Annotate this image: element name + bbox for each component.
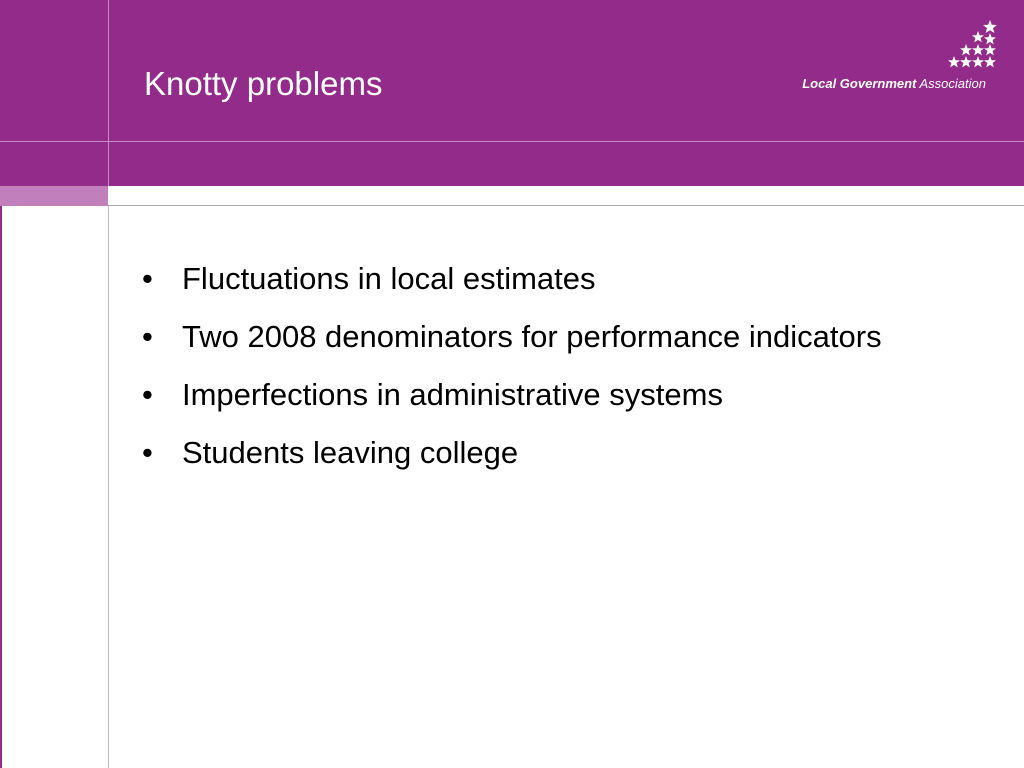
lga-logo — [780, 18, 1010, 98]
bullet-item — [142, 430, 942, 475]
bullet-text: Imperfections in administrative systems — [182, 377, 723, 412]
bullet-item — [142, 256, 942, 301]
content-divider — [108, 205, 1024, 206]
accent-block — [0, 186, 108, 206]
bullet-marker: • — [142, 435, 153, 470]
content-vertical-divider — [108, 206, 109, 768]
bullet-item — [142, 314, 942, 359]
bullet-marker: • — [142, 319, 153, 354]
header-vertical-divider — [108, 0, 109, 186]
bullet-text: Fluctuations in local estimates — [182, 261, 596, 296]
bullet-item — [142, 372, 942, 417]
left-edge-bar — [0, 206, 2, 768]
slide-title: Knotty problems — [144, 65, 383, 102]
stars-icon — [932, 18, 1002, 74]
bullet-list — [142, 256, 942, 488]
bullet-marker: • — [142, 261, 153, 296]
logo-name-bold: Local Government — [802, 76, 917, 91]
logo-wordmark — [802, 76, 986, 91]
logo-name-regular: Association — [919, 76, 986, 91]
header-divider — [0, 141, 1024, 142]
bullet-text: Students leaving college — [182, 435, 519, 470]
bullet-marker: • — [142, 377, 153, 412]
bullet-text: Two 2008 denominators for performance indicators — [182, 319, 882, 354]
